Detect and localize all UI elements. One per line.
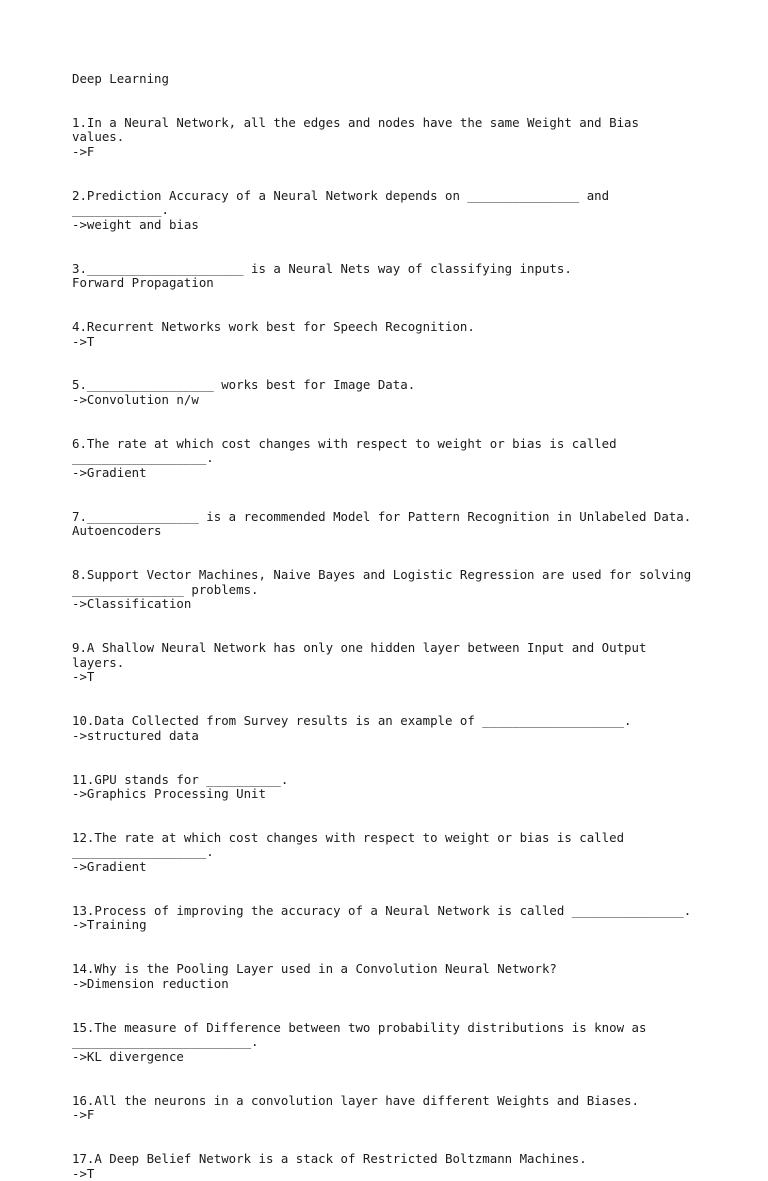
qa-item-2 [72,189,691,233]
qa-item-9 [72,641,691,685]
qa-item-12 [72,831,691,875]
question-text: 3._____________________ is a Neural Nets way of classifying inputs. [72,260,572,276]
qa-item-5 [72,378,691,407]
answer-text: ->Training [72,917,147,933]
answer-text: ->Gradient [72,465,147,481]
answer-text: ->F [72,143,95,159]
answer-text: ->Classification [72,596,192,612]
question-text: 13.Process of improving the accuracy of a Neural Network is called _______________. [72,902,692,918]
qa-item-10 [72,714,691,743]
answer-text: Forward Propagation [72,275,214,291]
qa-item-8 [72,568,691,612]
question-text: 12.The rate at which cost changes with respect to weight or bias is called __________________. [72,829,625,860]
answer-text: ->T [72,333,95,349]
document-title: Deep Learning [72,71,169,86]
answer-text: ->weight and bias [72,216,199,232]
question-text: 6.The rate at which cost changes with respect to weight or bias is called __________________. [72,435,617,466]
question-text: 14.Why is the Pooling Layer used in a Convolution Neural Network? [72,961,557,977]
qa-item-13 [72,904,691,933]
question-text: 7._______________ is a recommended Model for Pattern Recognition in Unlabeled Data. [72,508,692,524]
answer-text: ->Convolution n/w [72,392,199,408]
question-text: 17.A Deep Belief Network is a stack of Restricted Boltzmann Machines. [72,1150,587,1166]
question-text: 1.In a Neural Network, all the edges and nodes have the same Weight and Bias values. [72,114,639,145]
answer-text: ->T [72,669,95,685]
question-text: 11.GPU stands for __________. [72,771,289,787]
qa-item-4 [72,320,691,349]
qa-item-3 [72,262,691,291]
question-text: 5._________________ works best for Image Data. [72,377,416,393]
question-text: 16.All the neurons in a convolution layer have different Weights and Biases. [72,1092,639,1108]
document-body [72,72,691,1181]
qa-item-6 [72,437,691,481]
qa-item-17 [72,1152,691,1181]
answer-text: ->F [72,1107,95,1123]
qa-item-16 [72,1094,691,1123]
answer-text: ->Graphics Processing Unit [72,786,266,802]
qa-item-14 [72,962,691,991]
question-text: 9.A Shallow Neural Network has only one hidden layer between Input and Output layers. [72,640,647,670]
answer-text: ->structured data [72,727,199,743]
qa-item-7 [72,510,691,539]
question-text: 8.Support Vector Machines, Naive Bayes and Logistic Regression are used for solving _______________ problems. [72,567,692,597]
qa-item-1 [72,116,691,160]
qa-item-11 [72,773,691,802]
answer-text: ->Gradient [72,859,147,875]
question-text: 2.Prediction Accuracy of a Neural Network depends on _______________ and ____________. [72,187,610,218]
answer-text: Autoencoders [72,523,162,539]
answer-text: ->KL divergence [72,1048,184,1064]
question-text: 15.The measure of Difference between two probability distributions is know as ________________________. [72,1019,647,1050]
answer-text: ->Dimension reduction [72,975,229,991]
question-text: 4.Recurrent Networks work best for Speech Recognition. [72,319,475,335]
qa-item-15 [72,1021,691,1065]
answer-text: ->T [72,1165,95,1181]
question-text: 10.Data Collected from Survey results is an example of ___________________. [72,713,632,729]
qa-list [72,101,691,1181]
